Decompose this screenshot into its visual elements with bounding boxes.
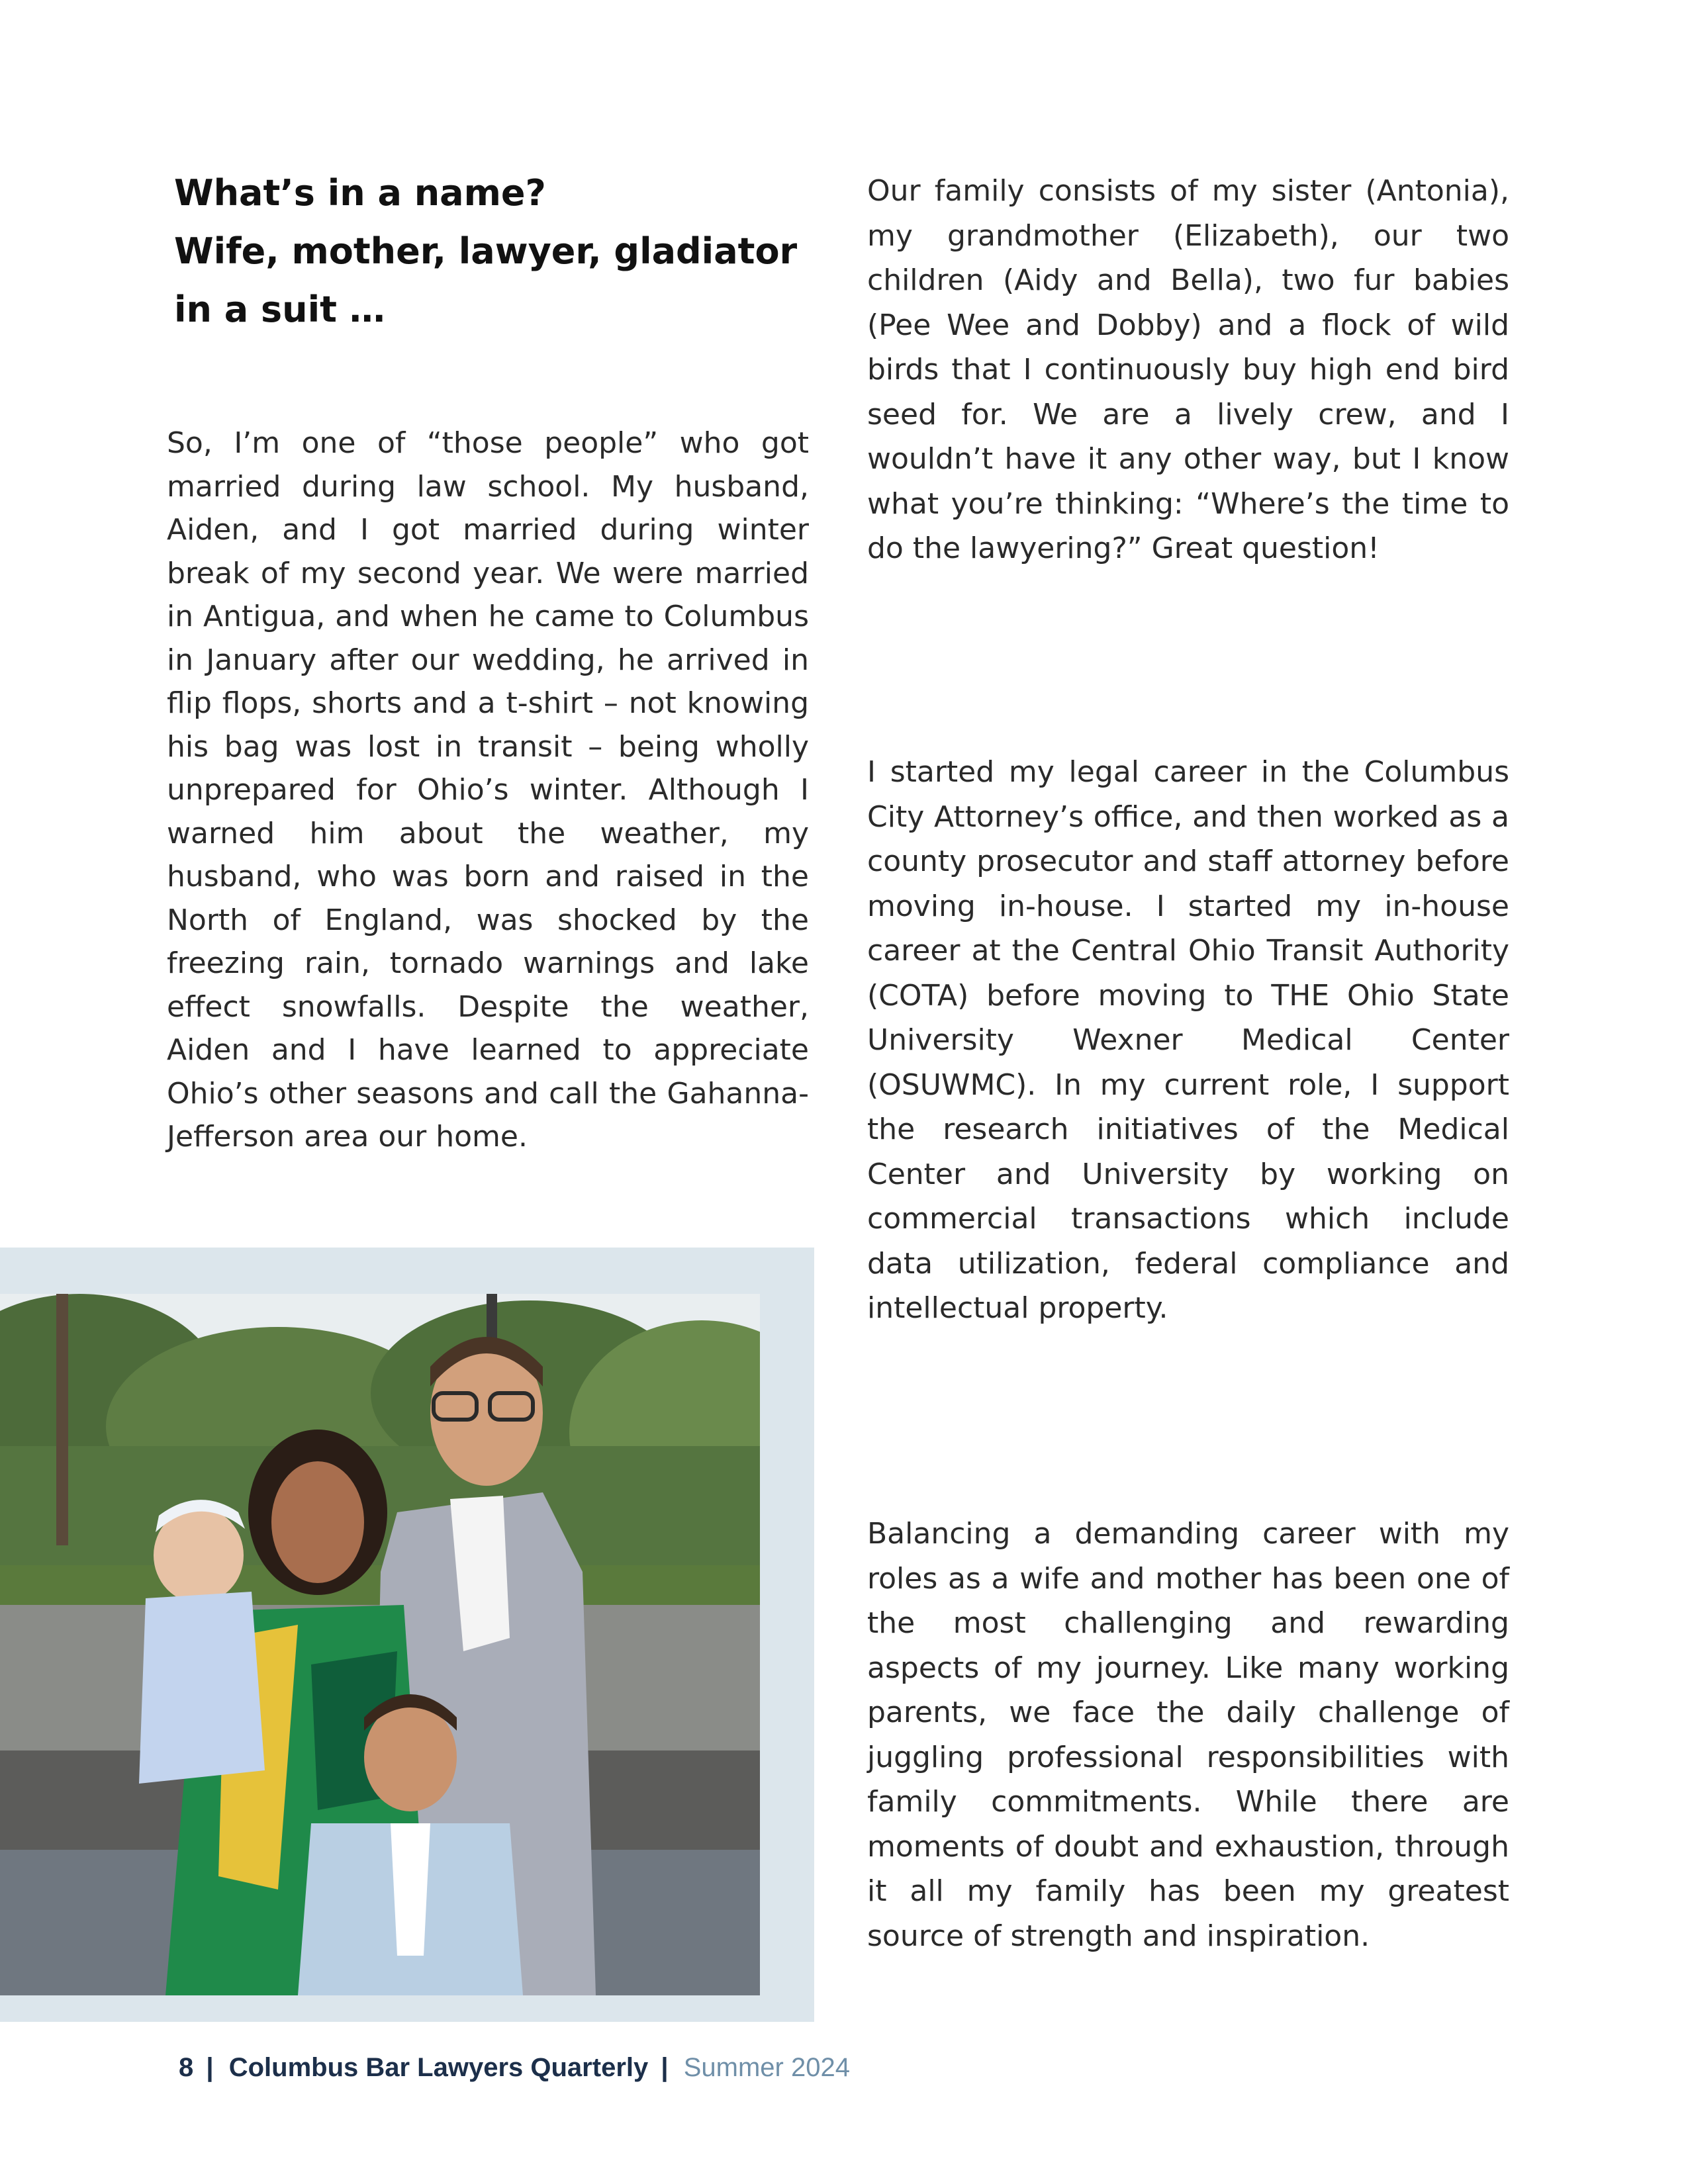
- article-heading: [174, 164, 810, 339]
- paragraph-work-life-balance: Balancing a demanding career with my roles as a wife and mother has been one of the most challenging and rewarding aspects of my journey. Like many working parents, we face the daily challenge of juggling professional responsibilities with family commitments. While there are moments of doubt and exhaustion, through it all my family has been my greatest source of strength and inspiration.: [867, 1517, 1509, 1953]
- family-photo: [0, 1294, 760, 1995]
- footer-separator: |: [206, 2053, 214, 2082]
- paragraph-married-in-law-school: So, I’m one of “those people” who got married during law school. My husband, Aiden, and I got married during winter break of my second year. We were married in Antigua, and when he came to Columbus in January after our wedding, he arrived in flip flops, shorts and a t-shirt – not knowing his bag was lost in transit – being wholly unprepared for Ohio’s winter. Although I warned him about the weather, my husband, who was born and raised in the North of England, was shocked by the freezing rain, tornado warnings and lake effect snowfalls. Despite the weather, Aiden and I have learned to appreciate Ohio’s other seasons and call the Gahanna-Jefferson area our home.: [167, 426, 809, 1154]
- issue-label: Summer 2024: [683, 2053, 850, 2082]
- page-footer: [179, 2053, 850, 2083]
- heading-line-3: in a suit …: [174, 289, 385, 330]
- page-number: 8: [179, 2053, 194, 2082]
- paragraph-legal-career: I started my legal career in the Columbus City Attorney’s office, and then worked as a county prosecutor and staff attorney before moving in-house. I started my in-house career at the Central Ohio Transit Authority (COTA) before moving to THE Ohio State University Wexner Medical Center (OSUWMC). In my current role, I support the research initiatives of the Medical Center and University by working on commercial transactions which include data utilization, federal compliance and intellectual property.: [867, 755, 1509, 1325]
- heading-line-2: Wife, mother, lawyer, gladiator: [174, 230, 798, 272]
- publication-name: Columbus Bar Lawyers Quarterly: [228, 2053, 649, 2082]
- paragraph-family: Our family consists of my sister (Antonia), my grandmother (Elizabeth), our two children (Aidy and Bella), two fur babies (Pee Wee and Dobby) and a flock of wild birds that I continuously buy high end bird seed for. We are a lively crew, and I wouldn’t have it any other way, but I know what you’re thinking: “Where’s the time to do the lawyering?” Great question!: [867, 174, 1509, 565]
- footer-separator: |: [661, 2053, 669, 2082]
- heading-line-1: What’s in a name?: [174, 172, 546, 214]
